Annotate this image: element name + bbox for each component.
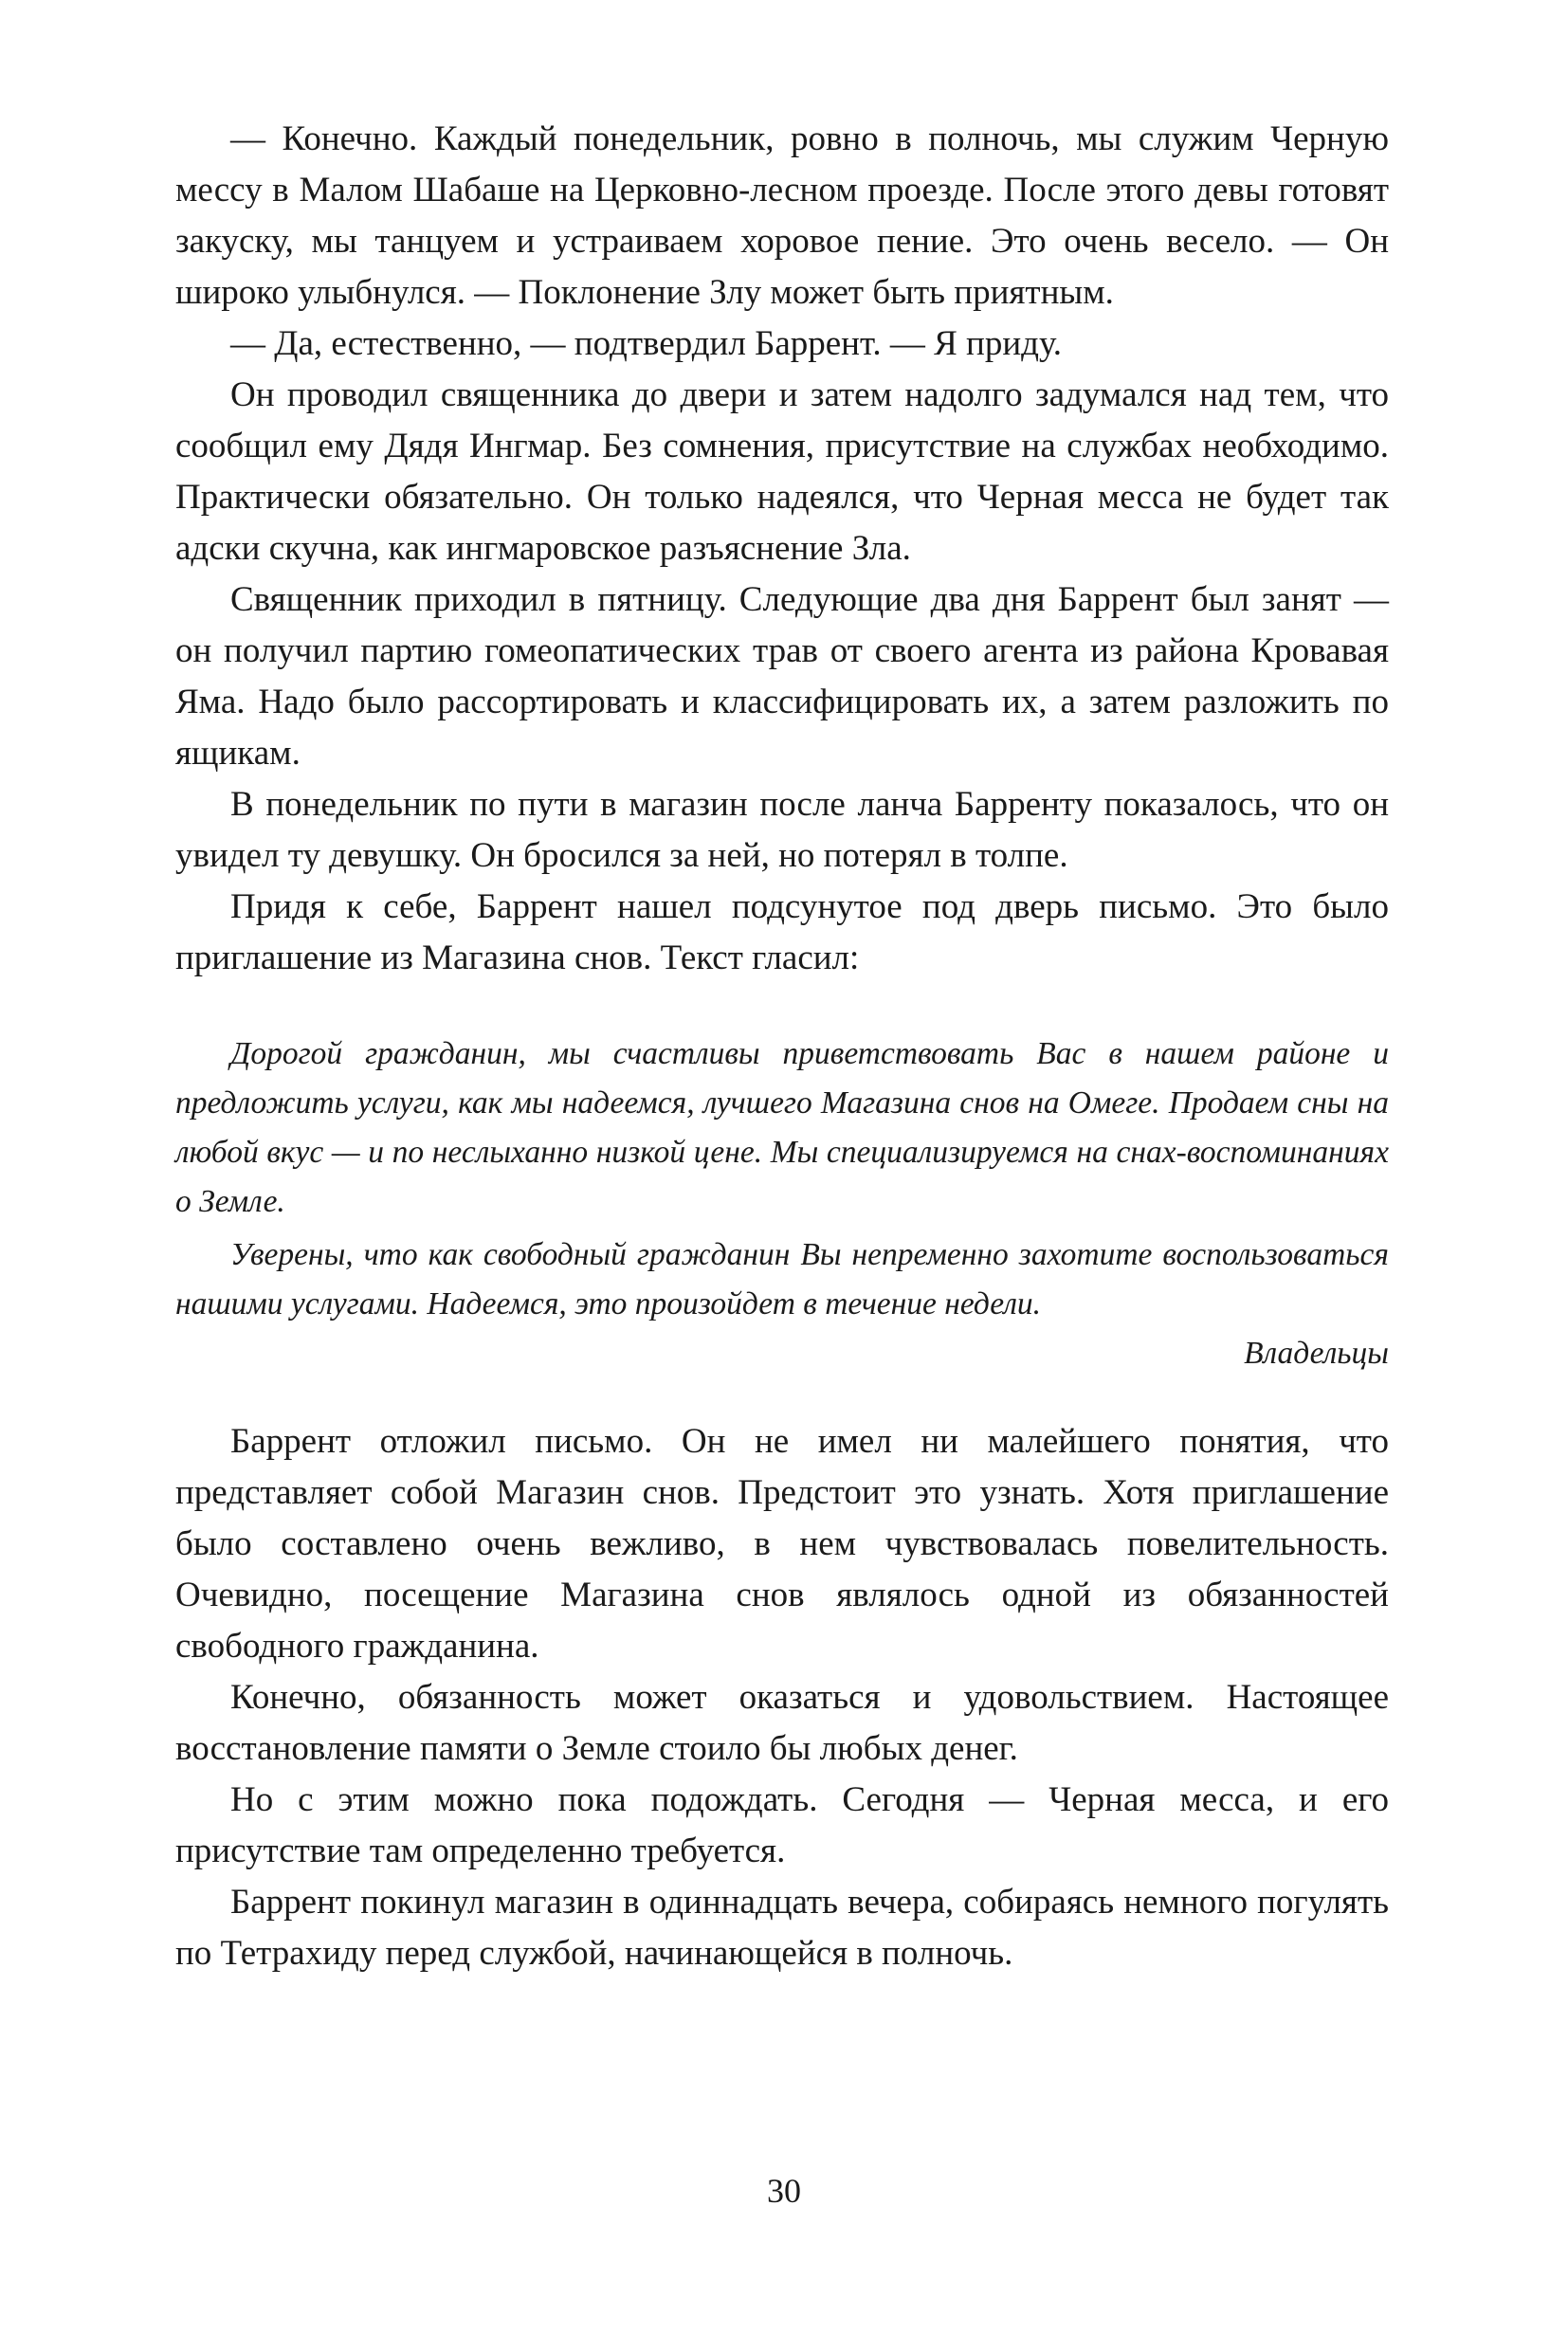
paragraph: Он проводил священника до двери и затем надолго задумался над тем, что сообщил ему Дядя Ингмар. Без сомнения, присутствие на службах необходимо. Практически обязательно. Он только надеялся, что Черная месса не будет так адски скучна, как ингмаровское разъяснение Зла. [175, 375, 1389, 568]
main-text-before-letter [175, 114, 1389, 984]
paragraph: — Да, естественно, — подтвердил Баррент. — Я приду. [230, 324, 1062, 363]
quoted-letter [175, 1030, 1389, 1378]
paragraph: В понедельник по пути в магазин после ланча Барренту показалось, что он увидел ту девушку. Он бросился за ней, но потерял в толпе. [175, 785, 1389, 875]
letter-paragraph: Дорогой гражданин, мы счастливы приветствовать Вас в нашем районе и предложить услуги, как мы надеемся, лучшего Магазина снов на Омеге. Продаем сны на любой вкус — и по неслыханно низкой цене. Мы специализируемся на снах-воспоминаниях о Земле. [175, 1036, 1389, 1219]
letter-paragraph: Уверены, что как свободный гражданин Вы непременно захотите воспользоваться нашими услугами. Надеемся, это произойдет в течение недели. [175, 1237, 1389, 1321]
book-page [175, 114, 1389, 1979]
paragraph: Баррент отложил письмо. Он не имел ни малейшего понятия, что представляет собой Магазин снов. Предстоит это узнать. Хотя приглашение было составлено очень вежливо, в нем чувствовалась повелительность. Очевидно, посещение Магазина снов являлось одной из обязанностей свободного гражданина. [175, 1422, 1389, 1666]
paragraph: Придя к себе, Баррент нашел подсунутое под дверь письмо. Это было приглашение из Магазина снов. Текст гласил: [175, 887, 1389, 977]
paragraph: Баррент покинул магазин в одиннадцать вечера, собираясь немного погулять по Тетрахиду перед службой, начинающейся в полночь. [175, 1883, 1389, 1973]
main-text-after-letter [175, 1416, 1389, 1979]
page-number: 30 [767, 2172, 801, 2210]
paragraph: — Конечно. Каждый понедельник, ровно в полночь, мы служим Черную мессу в Малом Шабаше на Церковно-лесном проезде. После этого девы готовят закуску, мы танцуем и устраиваем хоровое пение. Это очень весело. — Он широко улыбнулся. — Поклонение Злу может быть приятным. [175, 119, 1389, 312]
paragraph: Но с этим можно пока подождать. Сегодня — Черная месса, и его присутствие там определенно требуется. [175, 1780, 1389, 1870]
paragraph: Священник приходил в пятницу. Следующие два дня Баррент был занят — он получил партию гомеопатических трав от своего агента из района Кровавая Яма. Надо было рассортировать и классифицировать их, а затем разложить по ящикам. [175, 580, 1389, 773]
paragraph: Конечно, обязанность может оказаться и удовольствием. Настоящее восстановление памяти о Земле стоило бы любых денег. [175, 1678, 1389, 1768]
letter-signature: Владельцы [1244, 1336, 1389, 1371]
